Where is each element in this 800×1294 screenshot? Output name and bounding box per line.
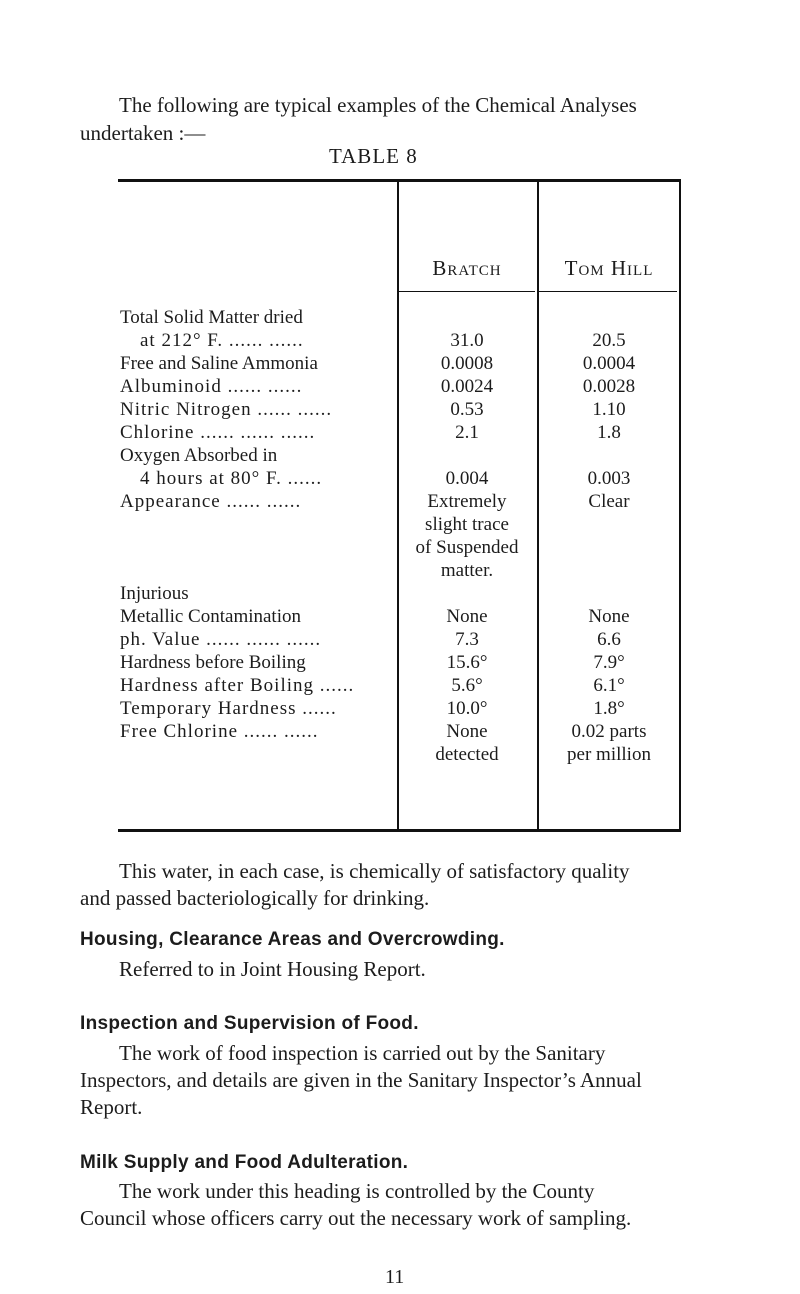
row-label: Temporary Hardness ...... (120, 698, 337, 719)
row-label: Total Solid Matter dried (120, 307, 303, 328)
row-label: at 212° F. ...... ...... (140, 330, 304, 351)
tom-hill-value: per million (567, 744, 651, 765)
row-label: Injurious (120, 583, 189, 604)
section-text-milk: The work under this heading is controlled by the County (119, 1179, 595, 1203)
tom-hill-value: 6.1° (593, 675, 625, 696)
bratch-value: 31.0 (450, 330, 484, 351)
tom-hill-value: 6.6 (597, 629, 621, 650)
table-bottom-rule (118, 829, 681, 832)
row-label: Albuminoid ...... ...... (120, 376, 303, 397)
row-label: Chlorine ...... ...... ...... (120, 422, 316, 443)
row-label: Hardness before Boiling (120, 652, 306, 673)
intro-line-2: undertaken :— (80, 121, 206, 145)
bratch-value: 15.6° (446, 652, 488, 673)
bratch-value: 0.0008 (440, 353, 494, 374)
bratch-value: 0.53 (450, 399, 484, 420)
section-text-food: Inspectors, and details are given in the Sanitary Inspector’s Annual (80, 1068, 642, 1092)
tom-hill-value: 1.8° (593, 698, 625, 719)
section-heading-housing: Housing, Clearance Areas and Overcrowding. (80, 929, 505, 950)
tom-hill-value: 0.0028 (582, 376, 636, 397)
bratch-value: 10.0° (446, 698, 488, 719)
header-underline-tom-hill (539, 291, 677, 292)
section-text-food: The work of food inspection is carried out by the Sanitary (119, 1041, 606, 1065)
bratch-value: detected (435, 744, 499, 765)
bratch-value: 0.0024 (440, 376, 494, 397)
section-heading-food: Inspection and Supervision of Food. (80, 1013, 419, 1034)
section-heading-milk: Milk Supply and Food Adulteration. (80, 1152, 409, 1173)
column-header-bratch: Bratch (432, 256, 502, 280)
tom-hill-value: 20.5 (592, 330, 626, 351)
bratch-value: 7.3 (455, 629, 479, 650)
section-text-food: Report. (80, 1095, 143, 1119)
header-underline-bratch (399, 291, 535, 292)
bratch-value: None (446, 606, 488, 627)
bratch-value: matter. (440, 560, 494, 581)
row-label: Appearance ...... ...... (120, 491, 302, 512)
tom-hill-value: None (588, 606, 630, 627)
tom-hill-value: 1.10 (592, 399, 626, 420)
page-number: 11 (385, 1266, 405, 1288)
column-header-tom-hill: Tom Hill (564, 256, 654, 280)
table-title: TABLE 8 (329, 144, 418, 168)
conclusion-line-1: This water, in each case, is chemically of satisfactory quality (119, 859, 630, 883)
tom-hill-value: 1.8 (597, 422, 621, 443)
row-label: Hardness after Boiling ...... (120, 675, 355, 696)
tom-hill-value: 0.0004 (582, 353, 636, 374)
tom-hill-value: 0.003 (587, 468, 631, 489)
tom-hill-value: 0.02 parts (571, 721, 647, 742)
bratch-value: of Suspended (415, 537, 519, 558)
bratch-value: Extremely (427, 491, 507, 512)
tom-hill-value: Clear (588, 491, 630, 512)
row-label: Free Chlorine ...... ...... (120, 721, 319, 742)
conclusion-line-2: and passed bacteriologically for drinking. (80, 886, 430, 910)
bratch-value: 0.004 (445, 468, 489, 489)
bratch-value: 2.1 (455, 422, 479, 443)
bratch-value: None (446, 721, 488, 742)
tom-hill-value: 7.9° (593, 652, 625, 673)
row-label: Oxygen Absorbed in (120, 445, 278, 466)
table-top-rule (118, 179, 681, 182)
row-label: Nitric Nitrogen ...... ...... (120, 399, 333, 420)
row-label: Free and Saline Ammonia (120, 353, 318, 374)
row-label: Metallic Contamination (120, 606, 301, 627)
bratch-value: 5.6° (451, 675, 483, 696)
row-label: 4 hours at 80° F. ...... (140, 468, 323, 489)
intro-line-1: The following are typical examples of the Chemical Analyses (119, 93, 637, 117)
section-text-milk: Council whose officers carry out the necessary work of sampling. (80, 1206, 632, 1230)
row-label: ph. Value ...... ...... ...... (120, 629, 322, 650)
section-text-housing: Referred to in Joint Housing Report. (119, 957, 426, 981)
bratch-value: slight trace (425, 514, 509, 535)
